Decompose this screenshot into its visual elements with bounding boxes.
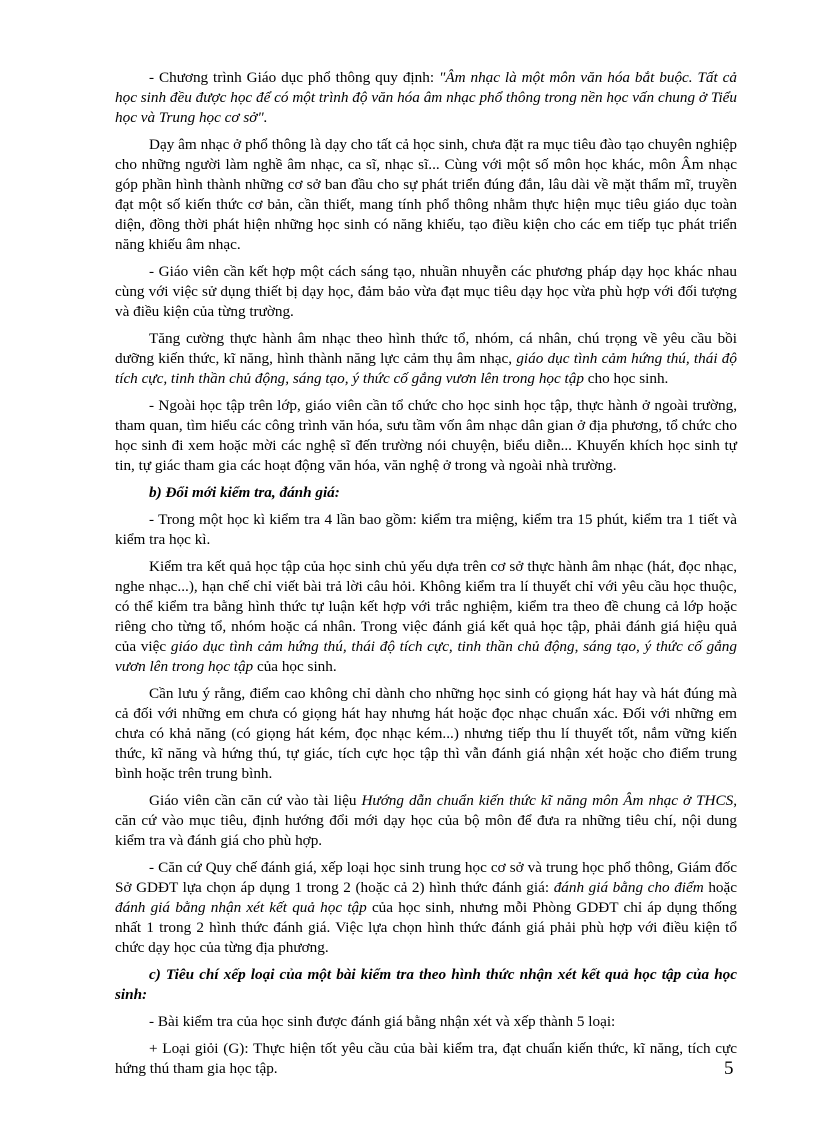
- text-run: "Âm nhạc là một môn văn hóa bắt buộc. Tất cả học sinh đều được học để có một trình độ văn hóa âm nhạc phổ thông trong nền học vấn chung ở Tiểu học và Trung học cơ sở".: [115, 69, 737, 126]
- text-run: + Loại giỏi (G): Thực hiện tốt yêu cầu của bài kiểm tra, đạt chuẩn kiến thức, kĩ năng, tích cực hứng thú tham gia học tập.: [115, 1040, 737, 1077]
- text-run: giáo dục tình cảm hứng thú, thái độ tích cực, tinh thần chủ động, sáng tạo, ý thức cố gắng vươn lên trong học tập: [115, 638, 737, 675]
- text-run: của học sinh.: [253, 658, 337, 675]
- paragraph: [115, 684, 737, 784]
- text-run: Hướng dẫn chuẩn kiến thức kĩ năng môn Âm nhạc ở THCS: [361, 792, 734, 809]
- text-run: - Giáo viên cần kết hợp một cách sáng tạo, nhuần nhuyễn các phương pháp dạy học khác nhau cùng với việc sử dụng thiết bị dạy học, đảm bảo vừa đạt mục tiêu dạy học vừa phù hợp với đối tượng và điều kiện của từng trường.: [115, 263, 737, 320]
- paragraph: [115, 965, 737, 1005]
- page-number: 5: [724, 1058, 734, 1079]
- paragraph: [115, 483, 737, 503]
- paragraph: [115, 791, 737, 851]
- text-run: hoặc: [703, 879, 737, 896]
- paragraph: [115, 329, 737, 389]
- paragraph: [115, 557, 737, 677]
- text-run: Dạy âm nhạc ở phổ thông là dạy cho tất cả học sinh, chưa đặt ra mục tiêu đào tạo chuyên nghiệp cho những người làm nghề âm nhạc, ca sĩ, nhạc sĩ... Cùng với một số môn học khác, môn Âm nhạc góp phần hình thành những cơ sở ban đầu cho sự phát triển đúng đắn, lâu dài về mặt thẩm mĩ, truyền đạt một số kiến thức cơ bản, cần thiết, mang tính phổ thông nhằm thực hiện mục tiêu giáo dục toàn diện, đồng thời phát hiện những học sinh có năng khiếu, tạo điều kiện cho các em tiếp tục phát triển năng khiếu âm nhạc.: [115, 136, 737, 253]
- text-run: c) Tiêu chí xếp loại của một bài kiểm tra theo hình thức nhận xét kết quả học tập của học sinh:: [115, 966, 737, 1003]
- text-run: b) Đổi mới kiểm tra, đánh giá:: [149, 484, 340, 501]
- text-run: giáo dục tình cảm hứng thú, thái độ tích cực, tinh thần chủ động, sáng tạo, ý thức cố gắng vươn lên trong học tập: [115, 350, 737, 387]
- text-run: - Bài kiểm tra của học sinh được đánh giá bằng nhận xét và xếp thành 5 loại:: [149, 1013, 616, 1030]
- paragraph: [115, 396, 737, 476]
- text-run: Kiểm tra kết quả học tập của học sinh chủ yếu dựa trên cơ sở thực hành âm nhạc (hát, đọc nhạc, nghe nhạc...), hạn chế chỉ viết bài trả lời câu hỏi. Không kiểm tra lí thuyết chỉ với yêu cầu học thuộc, có thể kiểm tra bằng hình thức tự luận kết hợp với trắc nghiệm, kiểm tra theo đề chung cả lớp hoặc riêng cho từng tổ, nhóm hoặc cá nhân. Trong việc đánh giá kết quả học tập, phải đánh giá hiệu quả của việc: [115, 558, 737, 655]
- paragraph: [115, 510, 737, 550]
- text-run: - Ngoài học tập trên lớp, giáo viên cần tổ chức cho học sinh học tập, thực hành ở ngoài trường, tham quan, tìm hiểu các công trình văn hóa, sưu tầm vốn âm nhạc dân gian ở địa phương, tổ chức cho học sinh đi xem hoặc mời các nghệ sĩ đến trường nói chuyện, biểu diễn... Khuyến khích học sinh tự tin, tự giác tham gia các hoạt động văn hóa, văn nghệ ở trong và ngoài nhà trường.: [115, 397, 737, 474]
- paragraph: [115, 858, 737, 958]
- text-run: đánh giá bằng nhận xét kết quả học tập: [115, 899, 367, 916]
- text-run: Giáo viên cần căn cứ vào tài liệu: [149, 792, 362, 809]
- text-run: của học sinh, nhưng mỗi Phòng GDĐT chỉ áp dụng thống nhất 1 trong 2 hình thức đánh giá. Việc lựa chọn hình thức đánh giá phải phù hợp với điều kiện tổ chức dạy học của từng địa phương.: [115, 899, 737, 956]
- text-run: Cần lưu ý rằng, điểm cao không chỉ dành cho những học sinh có giọng hát hay và hát đúng mà cả đối với những em chưa có giọng hát hay nhưng hát hoặc đọc nhạc chuẩn xác. Đối với những em chưa có khả năng (có giọng hát kém, đọc nhạc kém...) nhưng tiếp thu lí thuyết tốt, nắm vững kiến thức, kĩ năng và hứng thú, tự giác, tích cực học tập thì vẫn đánh giá nhận xét hoặc cho điểm trung bình hoặc trên trung bình.: [115, 685, 737, 782]
- paragraph: [115, 262, 737, 322]
- text-run: - Trong một học kì kiểm tra 4 lần bao gồm: kiểm tra miệng, kiểm tra 15 phút, kiểm tra 1 tiết và kiểm tra học kì.: [115, 511, 737, 548]
- text-run: Tăng cường thực hành âm nhạc theo hình thức tổ, nhóm, cá nhân, chú trọng về yêu cầu bồi dưỡng kiến thức, kĩ năng, hình thành năng lực cảm thụ âm nhạc,: [115, 330, 737, 367]
- text-run: , căn cứ vào mục tiêu, định hướng đổi mới dạy học của bộ môn để đưa ra những tiêu chí, nội dung kiểm tra và đánh giá cho phù hợp.: [115, 792, 738, 849]
- paragraph: [115, 68, 737, 128]
- text-run: cho học sinh.: [583, 370, 669, 387]
- text-run: - Căn cứ Quy chế đánh giá, xếp loại học sinh trung học cơ sở và trung học phổ thông, Giám đốc Sở GDĐT lựa chọn áp dụng 1 trong 2 (hoặc cả 2) hình thức đánh giá:: [115, 859, 737, 896]
- paragraph: [115, 135, 737, 255]
- text-run: - Chương trình Giáo dục phổ thông quy định:: [149, 69, 439, 86]
- paragraph: [115, 1012, 737, 1032]
- paragraph: [115, 1039, 737, 1079]
- document-body: [115, 68, 737, 1086]
- text-run: đánh giá bằng cho điểm: [553, 879, 704, 896]
